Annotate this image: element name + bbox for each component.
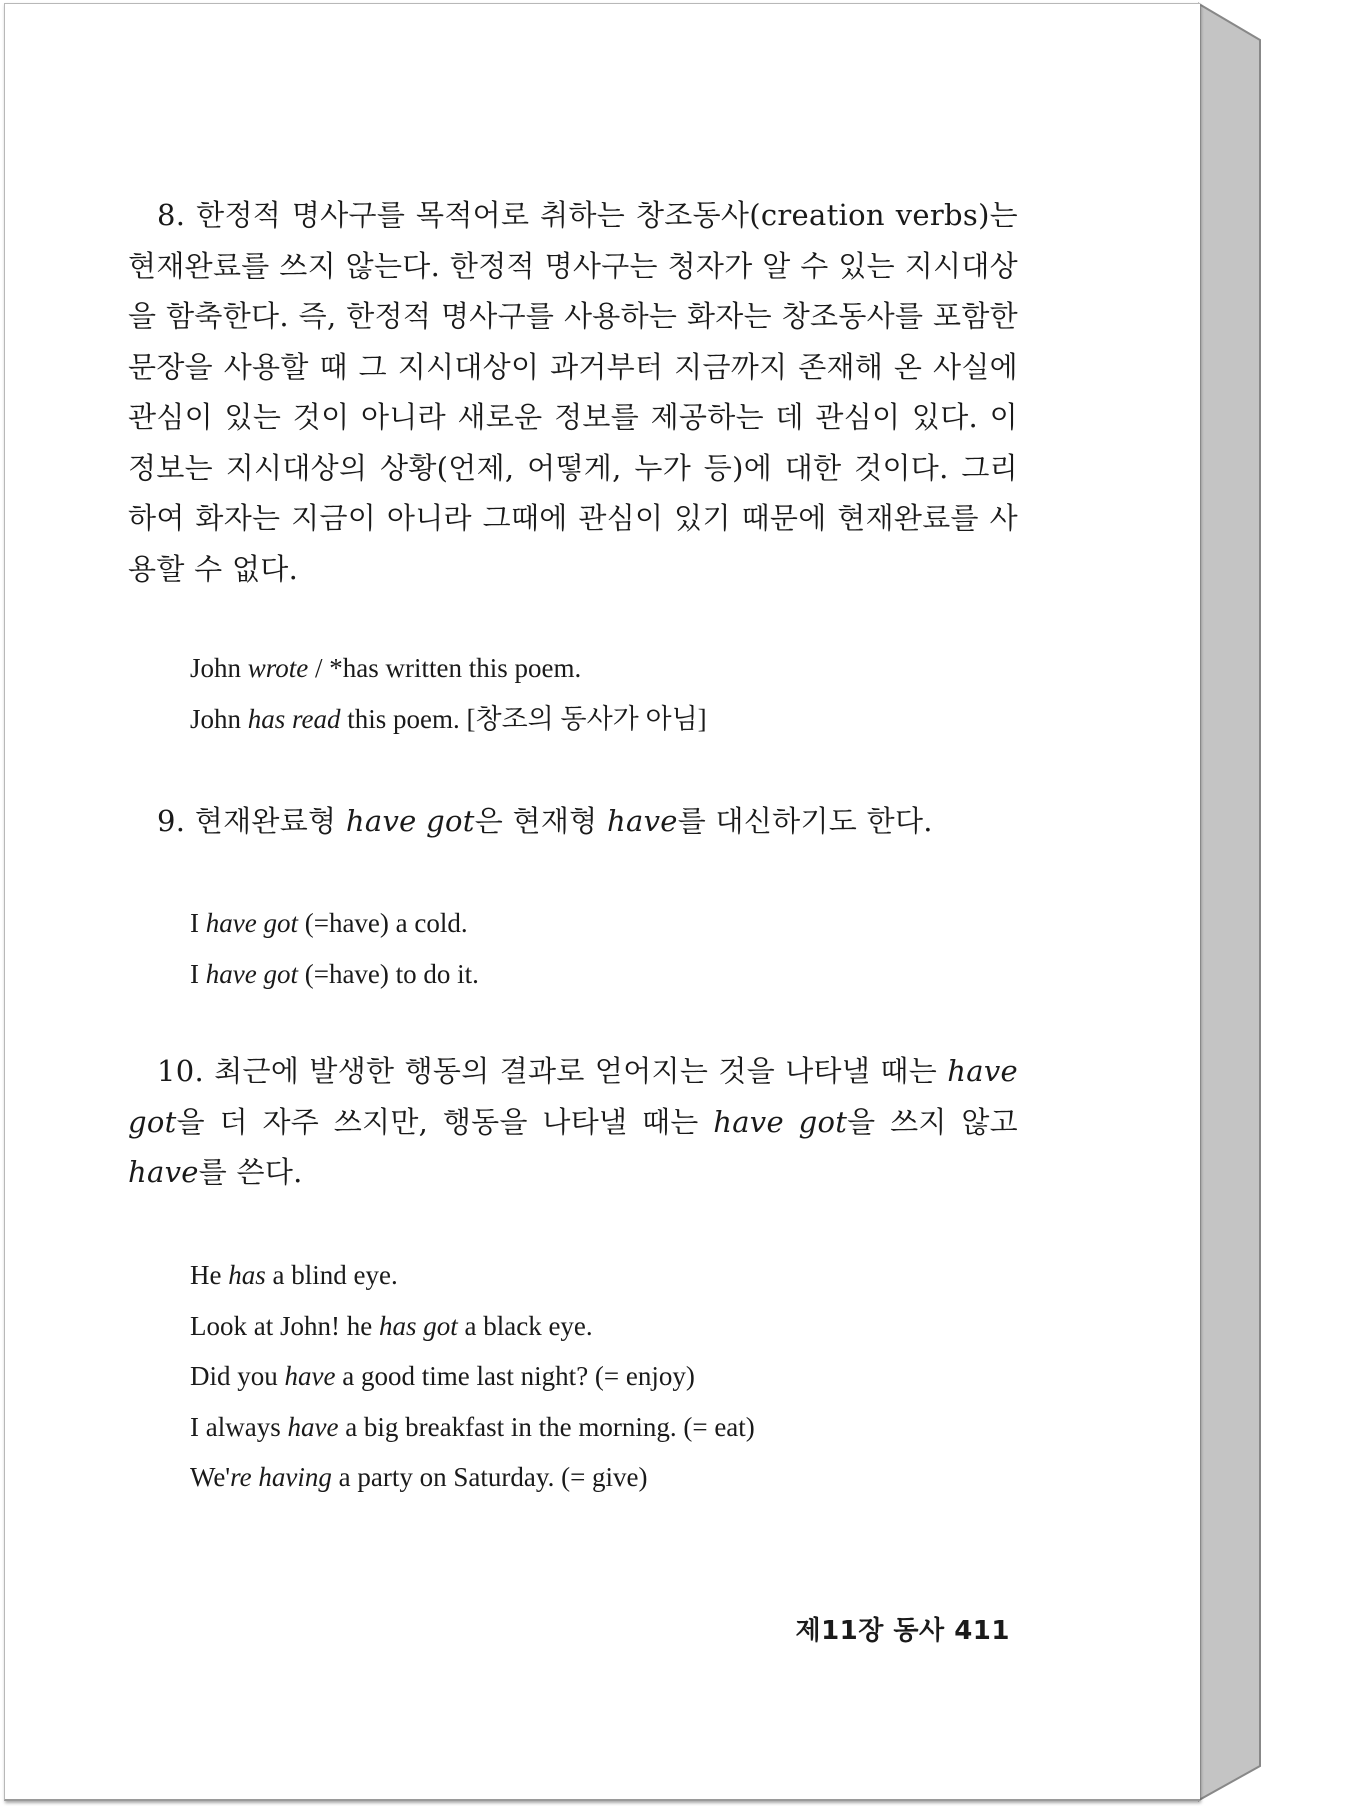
section-8-examples (190, 643, 1010, 744)
section-8-paragraph: 8. 한정적 명사구를 목적어로 취하는 창조동사(creation verbs)는 현재완료를 쓰지 않는다. 한정적 명사구는 청자가 알 수 있는 지시대상을 함축한다. 즉, 한정적 명사구를 사용하는 화자는 창조동사를 포함한 문장을 사용할 때 그 지시대상이 과거부터 지금까지 존재해 온 사실에 관심이 있는 것이 아니라 새로운 정보를 제공하는 데 관심이 있다. 이 정보는 지시대상의 상황(언제, 어떻게, 누가 등)에 대한 것이다. 그리하여 화자는 지금이 아니라 그때에 관심이 있기 때문에 현재완료를 사용할 수 없다. (128, 198, 1018, 586)
example-line: Did you have a good time last night? (= enjoy) (190, 1361, 695, 1391)
example-line: He has a blind eye. (190, 1260, 398, 1290)
example-line: I have got (=have) to do it. (190, 958, 479, 989)
example-line: I always have a big breakfast in the morning. (= eat) (190, 1411, 755, 1442)
example-line: Look at John! he has got a black eye. (190, 1310, 593, 1341)
section-10-examples (190, 1250, 1010, 1503)
section-10 (128, 1046, 1018, 1198)
section-9-paragraph: 9. 현재완료형 have got은 현재형 have를 대신하기도 한다. (157, 804, 933, 838)
example-line: I have got (=have) a cold. (190, 908, 468, 938)
example-line: John has read this poem. [창조의 동사가 아님] (190, 703, 707, 734)
example-line: John wrote / *has written this poem. (190, 653, 582, 683)
section-9-examples (190, 898, 1010, 999)
section-8 (128, 190, 1018, 594)
example-line: We're having a party on Saturday. (= give) (190, 1462, 648, 1492)
section-9 (128, 796, 1018, 847)
section-10-paragraph: 10. 최근에 발생한 행동의 결과로 얻어지는 것을 나타낼 때는 have got을 더 자주 쓰지만, 행동을 나타낼 때는 have got을 쓰지 않고 have를 쓴다. (128, 1054, 1018, 1189)
page-footer: 제11장 동사 411 (795, 1616, 1010, 1646)
